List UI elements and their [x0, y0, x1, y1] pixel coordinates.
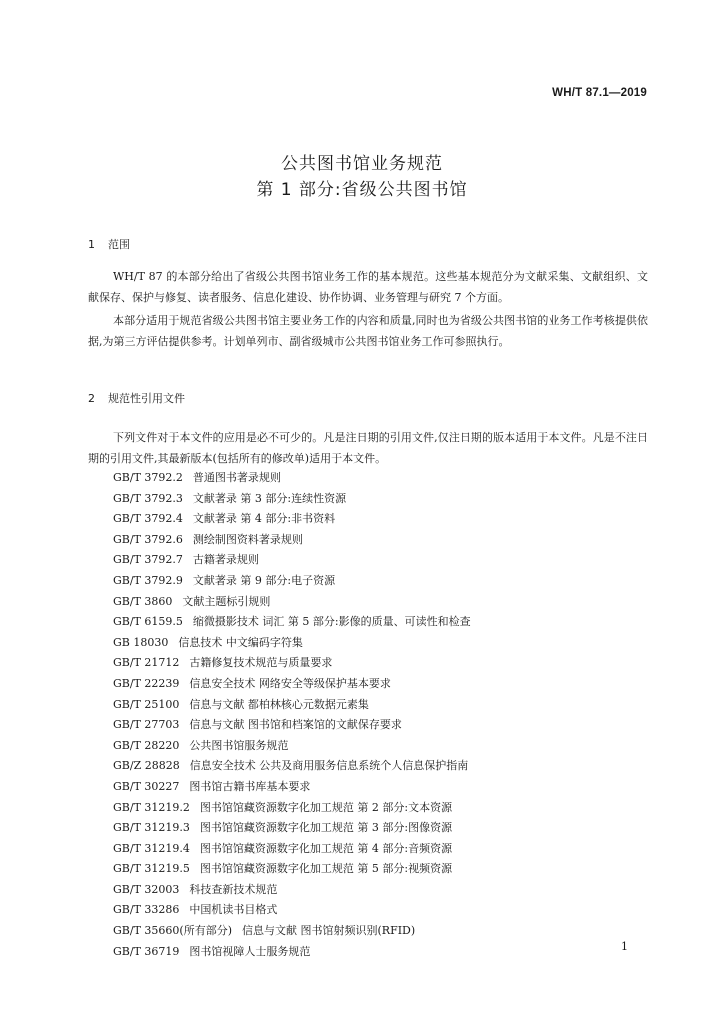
- reference-title: 文献主题标引规则: [182, 594, 271, 608]
- reference-title: 中国机读书目格式: [189, 903, 278, 917]
- reference-code: GB/T 6159.5: [113, 615, 183, 629]
- reference-item: [113, 839, 471, 860]
- reference-item: [113, 509, 471, 530]
- reference-code: GB/T 28220: [113, 738, 180, 752]
- page-number: 1: [621, 940, 628, 953]
- reference-item: [113, 571, 471, 592]
- reference-item: [113, 736, 471, 757]
- reference-title: 公共图书馆服务规范: [189, 738, 289, 752]
- reference-code: GB/T 21712: [113, 656, 180, 670]
- reference-item: [113, 530, 471, 551]
- reference-title: 图书馆馆藏资源数字化加工规范 第 5 部分:视频资源: [199, 862, 453, 876]
- reference-item: [113, 612, 471, 633]
- reference-code: GB/T 27703: [113, 718, 180, 732]
- reference-item: [113, 715, 471, 736]
- reference-code: GB/Z 28828: [113, 759, 180, 773]
- reference-title: 文献著录 第 9 部分:电子资源: [192, 573, 336, 587]
- reference-item: [113, 777, 471, 798]
- reference-item: [113, 900, 471, 921]
- section-1-paragraph: 本部分适用于规范省级公共图书馆主要业务工作的内容和质量,同时也为省级公共图书馆的业务工作考核提供依据,为第三方评估提供参考。计划单列市、副省级城市公共图书馆业务工作可参照执行。: [88, 314, 648, 348]
- reference-item: [113, 674, 471, 695]
- reference-code: GB/T 30227: [113, 779, 180, 793]
- reference-code: GB/T 3792.9: [113, 573, 183, 587]
- section-title: 范围: [108, 238, 130, 251]
- reference-code: GB/T 35660(所有部分): [113, 924, 232, 938]
- reference-item: [113, 468, 471, 489]
- reference-code: GB/T 3792.2: [113, 471, 183, 484]
- reference-code: GB/T 31219.4: [113, 841, 190, 855]
- reference-title: 图书馆馆藏资源数字化加工规范 第 2 部分:文本资源: [199, 800, 453, 814]
- reference-title: 文献著录 第 4 部分:非书资料: [192, 512, 336, 526]
- reference-title: 图书馆馆藏资源数字化加工规范 第 4 部分:音频资源: [199, 841, 453, 855]
- reference-title: 普通图书著录规则: [192, 471, 281, 484]
- reference-code: GB/T 31219.2: [113, 800, 190, 814]
- reference-code: GB/T 31219.5: [113, 862, 190, 876]
- reference-item: [113, 859, 471, 880]
- reference-item: [113, 550, 471, 571]
- reference-code: GB/T 3792.4: [113, 512, 183, 526]
- reference-title: 图书馆馆藏资源数字化加工规范 第 3 部分:图像资源: [199, 821, 453, 835]
- reference-item: [113, 880, 471, 901]
- reference-title: 图书馆古籍书库基本要求: [189, 779, 311, 793]
- reference-item: [113, 942, 471, 963]
- reference-code: GB/T 3792.3: [113, 491, 183, 505]
- reference-code: GB/T 33286: [113, 903, 180, 917]
- reference-code: GB 18030: [113, 635, 169, 649]
- reference-title: 科技查新技术规范: [189, 882, 278, 896]
- reference-title: 测绘制图资料著录规则: [192, 532, 303, 546]
- section-2-intro: 下列文件对于本文件的应用是必不可少的。凡是注日期的引用文件,仅注日期的版本适用于本文件。凡是不注日期的引用文件,其最新版本(包括所有的修改单)适用于本文件。: [88, 431, 648, 465]
- reference-item: [113, 921, 471, 942]
- section-1-heading: [88, 236, 130, 252]
- reference-list: [113, 468, 471, 962]
- reference-title: 信息安全技术 网络安全等级保护基本要求: [189, 676, 391, 690]
- reference-code: GB/T 3792.6: [113, 532, 183, 546]
- reference-item: [113, 695, 471, 716]
- section-2-heading: [88, 390, 185, 406]
- reference-code: GB/T 25100: [113, 697, 180, 711]
- reference-title: 古籍修复技术规范与质量要求: [189, 656, 333, 670]
- document-title: 公共图书馆业务规范: [281, 154, 443, 174]
- section-number: 2: [88, 392, 95, 405]
- reference-title: 信息技术 中文编码字符集: [178, 635, 303, 649]
- reference-title: 缩微摄影技术 词汇 第 5 部分:影像的质量、可读性和检查: [192, 615, 471, 629]
- reference-code: GB/T 32003: [113, 882, 180, 896]
- reference-title: 文献著录 第 3 部分:连续性资源: [192, 491, 347, 505]
- reference-code: GB/T 31219.3: [113, 821, 190, 835]
- reference-code: GB/T 3792.7: [113, 553, 183, 567]
- reference-title: 信息与文献 都柏林核心元数据元素集: [189, 697, 369, 711]
- reference-title: 图书馆视障人士服务规范: [189, 944, 311, 958]
- reference-title: 信息与文献 图书馆射频识别(RFID): [242, 924, 416, 938]
- reference-code: GB/T 3860: [113, 594, 173, 608]
- section-number: 1: [88, 238, 95, 251]
- reference-title: 信息与文献 图书馆和档案馆的文献保存要求: [189, 718, 402, 732]
- section-title: 规范性引用文件: [108, 392, 185, 405]
- reference-item: [113, 592, 471, 613]
- section-1-paragraph: WH/T 87 的本部分给出了省级公共图书馆业务工作的基本规范。这些基本规范分为文献采集、文献组织、文献保存、保护与修复、读者服务、信息化建设、协作协调、业务管理与研究 7 个方面。: [88, 270, 648, 304]
- reference-item: [113, 798, 471, 819]
- reference-code: GB/T 36719: [113, 944, 180, 958]
- reference-item: [113, 653, 471, 674]
- reference-item: [113, 489, 471, 510]
- reference-code: GB/T 22239: [113, 676, 180, 690]
- document-subtitle: 第 1 部分:省级公共图书馆: [256, 180, 468, 200]
- reference-item: [113, 818, 471, 839]
- reference-item: [113, 633, 471, 654]
- reference-item: [113, 756, 471, 777]
- reference-title: 古籍著录规则: [192, 553, 259, 567]
- reference-title: 信息安全技术 公共及商用服务信息系统个人信息保护指南: [189, 759, 469, 773]
- standard-code: WH/T 87.1—2019: [552, 87, 647, 99]
